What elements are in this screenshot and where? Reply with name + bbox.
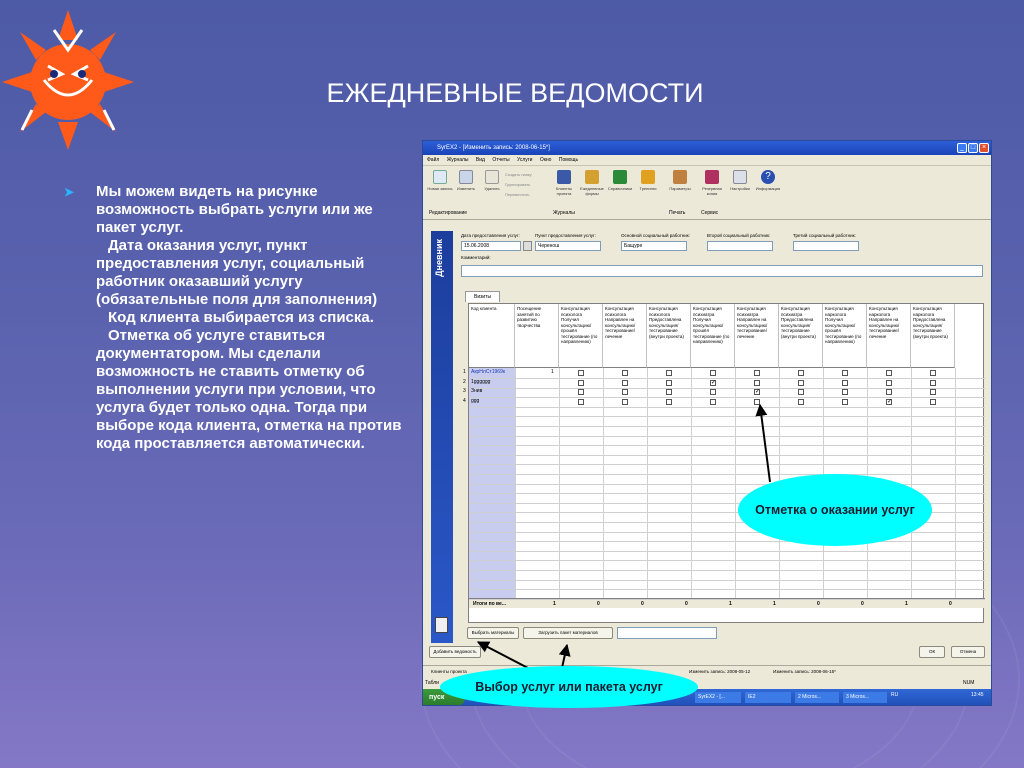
column-header[interactable]: Код клиента [469, 304, 515, 368]
service-mark-callout: Отметка о оказании услуг [738, 474, 932, 546]
point-select[interactable]: Черенош [535, 241, 601, 251]
menu-file[interactable]: Файл [427, 157, 440, 163]
total-value: 0 [861, 601, 864, 607]
column-header[interactable]: Посещение занятий по развитию творчества [515, 304, 559, 368]
main-worker-select[interactable]: Бащуре [621, 241, 687, 251]
app-title: SyrEX2 - [Изменить запись: 2008-06-15*] [437, 145, 550, 151]
minimize-button[interactable]: _ [957, 143, 967, 153]
total-value: 0 [817, 601, 820, 607]
total-value: 1 [905, 601, 908, 607]
window-tab-clients[interactable]: Клиенты проекта [431, 669, 467, 674]
column-header[interactable]: Консультация психолога Направлен на консультацию/тестирование/лечение [603, 304, 647, 368]
date-field[interactable]: 15.06.2008 [461, 241, 521, 251]
date-label: Дата предоставления услуг: [461, 233, 520, 238]
tab-visits[interactable]: Визиты [465, 291, 500, 302]
main-worker-label: Основной социальный работник: [621, 233, 690, 238]
taskbar-item-micros3[interactable]: 3 Micros... [843, 692, 887, 703]
row-number: 3 [463, 388, 466, 395]
client-code-cell[interactable]: АкрНлСт1969к [471, 369, 506, 375]
total-value: 0 [641, 601, 644, 607]
window-tab-0512[interactable]: Изменить запись: 2008-05-12 [689, 669, 751, 674]
column-header[interactable]: Консультация нарколога Предоставлена консультация/тестирование (внутри проекта) [911, 304, 955, 368]
row-number: 4 [463, 397, 466, 404]
total-value: 0 [685, 601, 688, 607]
client-code-cell[interactable]: Знив [471, 388, 483, 395]
group-label-edit: Редактирование [429, 210, 468, 216]
taskbar-item-micros2[interactable]: 2 Micros... [795, 692, 839, 703]
visit-count-cell[interactable]: 1 [551, 369, 554, 375]
service-checkbox[interactable]: ✓ [887, 398, 893, 405]
create-folder-button[interactable]: Создать папку [505, 172, 532, 177]
column-header[interactable]: Консультация психиатра Предоставлена консультация/тестирование (внутри проекта) [779, 304, 823, 368]
help-icon: ? [761, 170, 775, 184]
cancel-button[interactable]: Отмена [951, 646, 985, 658]
point-label: Пункт предоставления услуг: [535, 233, 596, 238]
group-label-service: Сервис [701, 210, 719, 216]
service-checkbox[interactable]: ✓ [755, 389, 761, 396]
column-header[interactable]: Консультация нарколога Получил консультацию/прошёл тестирование (по направлению) [823, 304, 867, 368]
load-package-button[interactable]: Загрузить пакет материалов [523, 627, 613, 639]
paragraph-4: Отметка об услуге ставиться документатором. Мы сделали возможность не ставить отметку об выполнении услуги при условии, что услуга будет только одна. Тогда при выборе кода клиента, отметка на против кода проставляется автоматически. [96, 327, 402, 452]
column-header[interactable]: Консультация психолога Предоставлена консультация/тестирование (внутри проекта) [647, 304, 691, 368]
taskbar-item-ie[interactable]: IE2 [745, 692, 791, 703]
slide-title: ЕЖЕДНЕВНЫЕ ВЕДОМОСТИ [326, 78, 704, 108]
menu-view[interactable]: Вид [475, 157, 485, 163]
start-button[interactable]: пуск [423, 689, 465, 706]
total-value: 0 [597, 601, 600, 607]
column-header[interactable]: Консультация нарколога Направлен на консультацию/тестирование/лечение [867, 304, 911, 368]
client-code-cell[interactable]: ggg [471, 397, 480, 404]
group-label-print: Печать [669, 210, 686, 216]
menu-services[interactable]: Услуги [517, 157, 533, 163]
group-label-journals: Журналы [553, 210, 575, 216]
settings-button[interactable]: Настройки [727, 170, 753, 191]
service-checkbox[interactable]: ✓ [711, 379, 717, 386]
paragraph-3: Код клиента выбирается из списка. [108, 309, 374, 326]
add-sheet-button[interactable]: Добавить ведомость [429, 646, 481, 658]
new-record-button[interactable]: Новая запись [427, 170, 453, 191]
clients-button[interactable]: Клиенты проекта [551, 170, 577, 196]
total-value: 1 [553, 601, 556, 607]
bullet-arrow-icon: ➤ [64, 185, 75, 199]
maximize-button[interactable]: □ [968, 143, 978, 153]
paragraph-1: Мы можем видеть на рисунке возможность выбрать услуги или же пакет услуг. [96, 183, 373, 236]
move-button[interactable]: Переместить [505, 192, 530, 197]
select-materials-button[interactable]: Выбрать материалы [467, 627, 519, 639]
menu-journals[interactable]: Журналы [446, 157, 469, 163]
status-left: Табли [425, 680, 439, 686]
info-button[interactable]: ? Информация [755, 171, 781, 191]
group-button[interactable]: Группировать [505, 182, 531, 187]
comment-label: Комментарий: [461, 255, 491, 260]
backup-button[interactable]: Резервная копия [699, 170, 725, 196]
row-number: 2 [463, 378, 466, 385]
client-code-cell[interactable]: 1gggggg [471, 378, 491, 385]
language-indicator[interactable]: RU [891, 692, 899, 698]
menu-reports[interactable]: Отчеты [492, 157, 510, 163]
parameters-button[interactable]: Параметры [667, 170, 693, 191]
trainings-button[interactable]: Тренинги [635, 170, 661, 191]
row-number: 1 [463, 369, 466, 375]
paragraph-2: Дата оказания услуг, пункт предоставления услуг, социальный работник оказавший услугу (обязательные поля для заполнения) [96, 237, 378, 308]
column-header[interactable]: Консультация психолога Получил консультацию/прошёл тестирование (по направлению) [559, 304, 603, 368]
taskbar-item-syrex[interactable]: SyrEX2 - [... [695, 692, 741, 703]
select-services-callout: Выбор услуг или пакета услуг [440, 666, 698, 708]
ok-button[interactable]: ОК [919, 646, 945, 658]
status-num: NUM [963, 680, 975, 686]
column-header[interactable]: Консультация психиатра Получил консультацию/прошёл тестирование (по направлению) [691, 304, 735, 368]
second-worker-label: Второй социальный работник: [707, 233, 771, 238]
edit-button[interactable]: Изменить [453, 170, 479, 191]
menu-help[interactable]: Помощь [558, 157, 579, 163]
sidebar-title: Дневник [434, 239, 444, 277]
menu-window[interactable]: Окно [539, 157, 552, 163]
window-tab-0615[interactable]: Изменить запись: 2008-06-15* [773, 669, 836, 674]
close-button[interactable]: × [979, 143, 989, 153]
delete-button[interactable]: Удалить [479, 170, 505, 191]
total-value: 0 [949, 601, 952, 607]
daily-forms-button[interactable]: Ежедневные формы [579, 170, 605, 196]
clock: 13:45 [971, 692, 984, 698]
totals-label: Итоги по ве... [473, 601, 506, 607]
total-value: 1 [773, 601, 776, 607]
directories-button[interactable]: Справочники [607, 170, 633, 191]
total-value: 1 [729, 601, 732, 607]
column-header[interactable]: Консультация психиатра Направлен на консультацию/тестирование/лечение [735, 304, 779, 368]
third-worker-label: Третий социальный работник: [793, 233, 856, 238]
